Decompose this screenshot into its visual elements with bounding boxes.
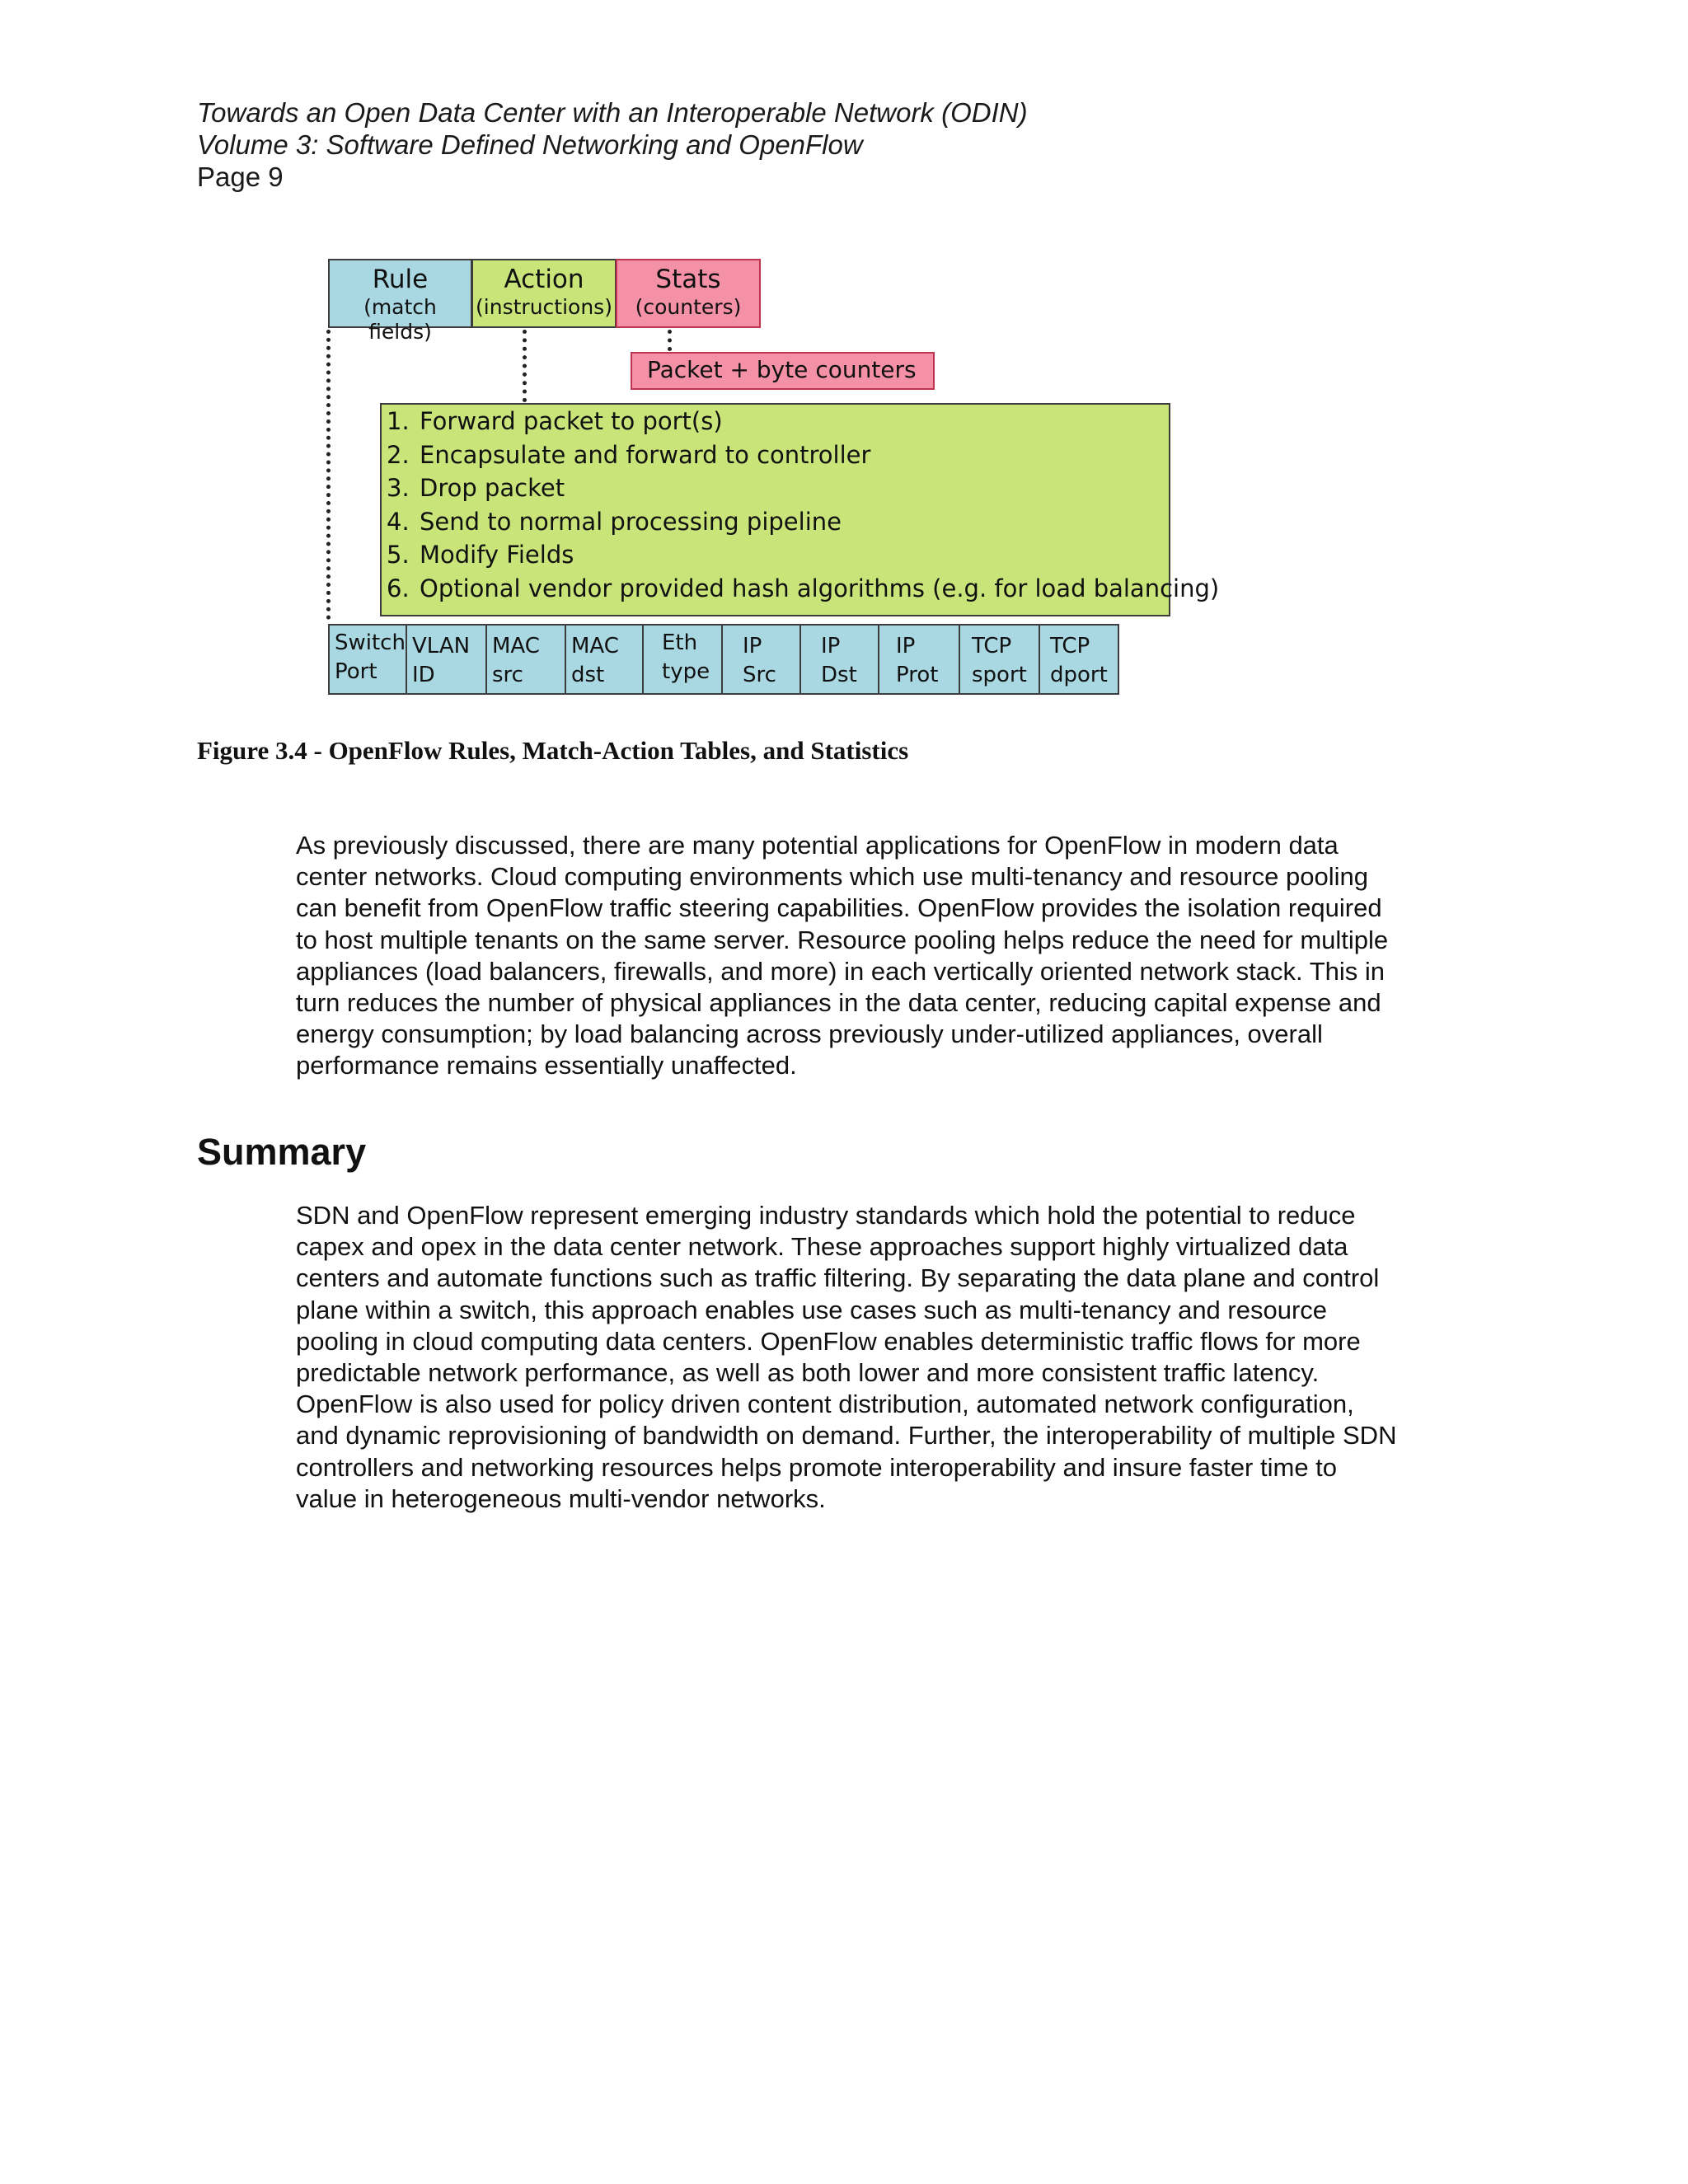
action-item: 1. Forward packet to port(s) (387, 407, 723, 435)
match-field-switch-port: Switch Port (328, 624, 407, 695)
stats-subtitle: (counters) (635, 295, 742, 319)
doc-title: Towards an Open Data Center with an Interoperable Network (ODIN) (197, 97, 1028, 128)
page-number: Page 9 (197, 162, 284, 192)
rule-title: Rule (372, 265, 429, 294)
match-field-vlan-id: VLAN ID (406, 624, 487, 695)
match-field-mac-dst: MAC dst (565, 624, 644, 695)
body-paragraph-2: SDN and OpenFlow represent emerging industry standards which hold the potential to reduce capex and opex in the data center network. These approaches support highly virtualized data centers and automate functions such as traffic filtering. By separating the data plane and control plane within a switch, this approach enables use cases such as multi-tenancy and resource pooling in cloud computing data centers. OpenFlow enables deterministic traffic flows for more predictable network performance, as well as both lower and more consistent traffic latency. OpenFlow is also used for policy driven content distribution, automated network configuration, and dynamic reprovisioning of bandwidth on demand. Further, the interoperability of multiple SDN controllers and networking resources helps promote interoperability and insure faster time to value in heterogeneous multi-vendor networks. (296, 1201, 1397, 1513)
doc-volume: Volume 3: Software Defined Networking and OpenFlow (197, 129, 863, 160)
body-paragraph-1: As previously discussed, there are many potential applications for OpenFlow in modern data center networks. Cloud computing environments which use multi-tenancy and resource pooling can benefit from OpenFlow traffic steering capabilities. OpenFlow provides the isolation required to host multiple tenants on the same server. Resource pooling helps reduce the need for multiple appliances (load balancers, firewalls, and more) in each vertically oriented network stack. This in turn reduces the number of physical appliances in the data center, reducing capital expense and energy consumption; by load balancing across previously under-utilized appliances, overall performance remains essentially unaffected. (296, 831, 1389, 1080)
action-box (471, 259, 617, 328)
match-field-ip-dst: IP Dst (799, 624, 879, 695)
match-field-mac-src: MAC src (485, 624, 566, 695)
stats-box (616, 259, 761, 328)
rule-box (328, 259, 472, 344)
action-item: 2. Encapsulate and forward to controller (387, 440, 871, 469)
action-title: Action (504, 265, 584, 294)
action-subtitle: (instructions) (476, 295, 612, 319)
action-item: 3. Drop packet (387, 474, 565, 503)
action-item: 6. Optional vendor provided hash algorithms (e.g. for load balancing) (387, 574, 1220, 602)
actions-list (383, 405, 1220, 617)
figure-caption: Figure 3.4 - OpenFlow Rules, Match-Action Tables, and Statistics (197, 736, 909, 765)
match-field-eth-type: Eth type (642, 624, 723, 695)
match-field-ip-prot: IP Prot (878, 624, 960, 695)
rule-subtitle: (match fields) (363, 295, 437, 344)
action-connector (523, 330, 527, 402)
action-item: 4. Send to normal processing pipeline (387, 507, 842, 536)
match-field-tcp-sport: TCP sport (959, 624, 1040, 695)
stats-connector (668, 330, 672, 351)
rule-connector (326, 330, 331, 620)
stats-title: Stats (655, 265, 721, 294)
summary-heading: Summary (197, 1131, 367, 1173)
match-field-tcp-dport: TCP dport (1039, 624, 1119, 695)
match-field-ip-src: IP Src (721, 624, 801, 695)
packet-counters-box: Packet + byte counters (631, 352, 935, 390)
action-item: 5. Modify Fields (387, 541, 574, 569)
